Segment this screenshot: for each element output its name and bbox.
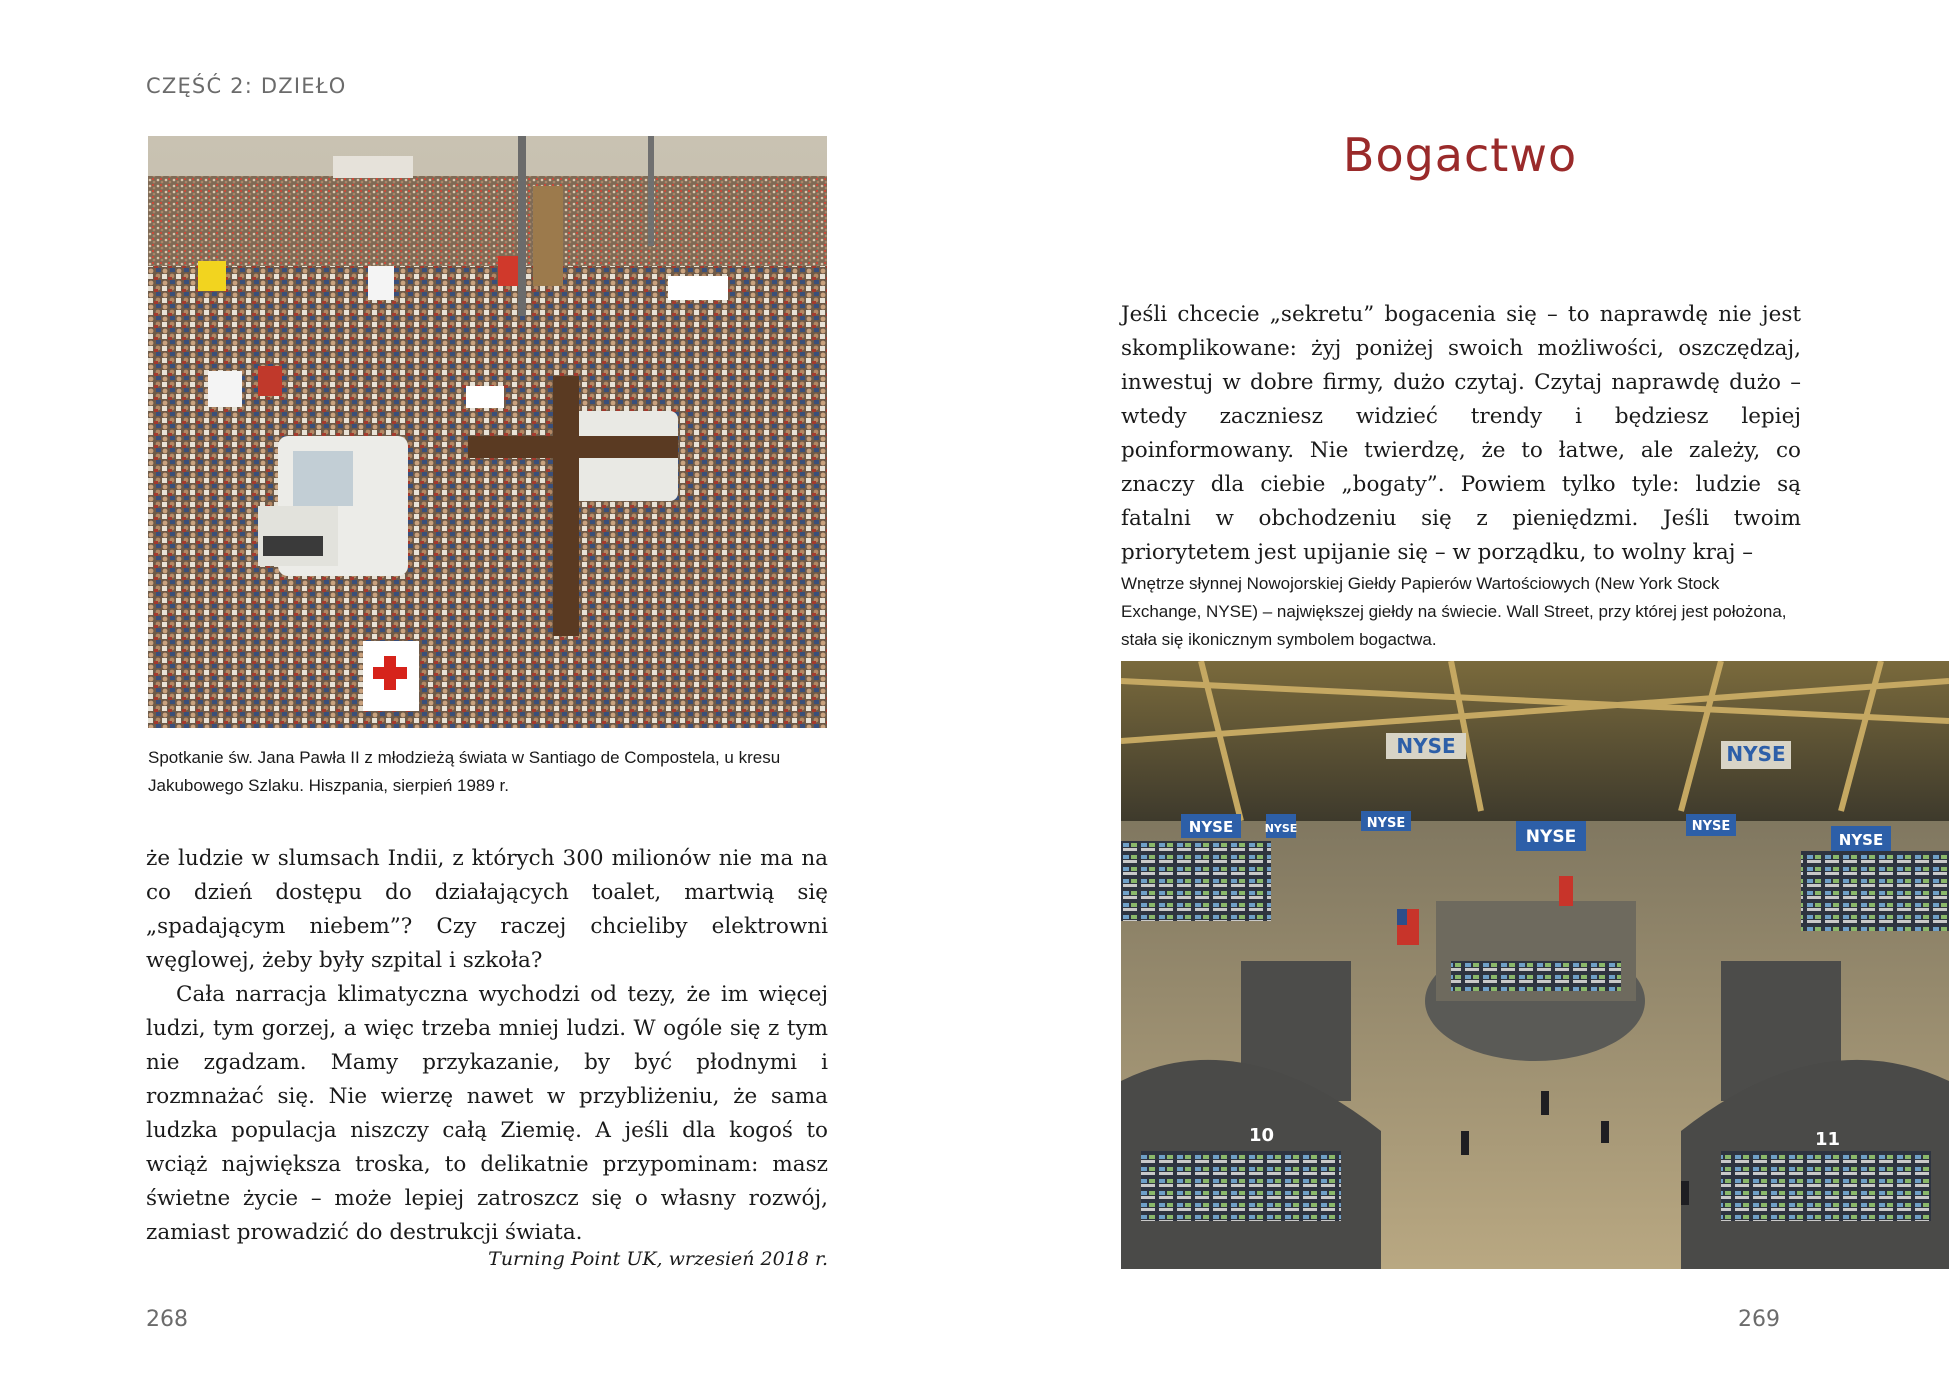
nyse-sign: NYSE bbox=[1366, 816, 1406, 831]
nyse-sign: NYSE bbox=[1525, 827, 1577, 847]
nyse-photo bbox=[1121, 661, 1949, 1269]
left-page bbox=[0, 0, 974, 1388]
post-number: 11 bbox=[1815, 1129, 1841, 1150]
nyse-sign: NYSE bbox=[1726, 742, 1786, 766]
nyse-sign: NYSE bbox=[1264, 822, 1298, 835]
nyse-sign: NYSE bbox=[1691, 819, 1731, 834]
left-paragraph-2: Cała narracja klimatyczna wychodzi od tezy, że im więcej ludzi, tym gorzej, a więc trzeba mniej ludzi. W ogóle się z tym nie zgadzam. Mamy przykazanie, by być płodnymi i rozmnażać się. Nie wierzę nawet w przybliżeniu, że sama ludzka populacja niszczy całą Ziemię. A jeśli dla kogoś to wciąż największa troska, to delikatnie przypominam: masz świetne życie – może lepiej zatroszcz się o własny rozwój, zamiast prowadzić do destrukcji świata. bbox=[146, 982, 828, 1245]
nyse-photo-caption: Wnętrze słynnej Nowojorskiej Giełdy Papierów Wartościowych (New York Stock Exchange, NYSE) – największej giełdy na świecie. Wall Street, przy której jest położona, stała się ikonicznym symbolem bogactwa. bbox=[1121, 574, 1787, 649]
nyse-sign: NYSE bbox=[1838, 831, 1884, 849]
page-number-left: 268 bbox=[146, 1307, 188, 1332]
crowd-photo bbox=[148, 136, 827, 728]
right-page bbox=[975, 0, 1949, 1388]
source-citation: Turning Point UK, wrzesień 2018 r. bbox=[488, 1248, 828, 1270]
nyse-sign: NYSE bbox=[1396, 734, 1456, 758]
right-body-text bbox=[1121, 298, 1801, 570]
nyse-sign: NYSE bbox=[1188, 818, 1234, 836]
left-body-text bbox=[146, 842, 828, 1250]
post-number: 10 bbox=[1249, 1125, 1275, 1146]
left-paragraph-1: że ludzie w slumsach Indii, z których 300 milionów nie ma na co dzień dostępu do działających toalet, martwią się „spadającym niebem”? Czy raczej chcieliby elektrowni węglowej, żeby były szpital i szkoła? bbox=[146, 846, 828, 973]
page-number-right: 269 bbox=[1738, 1307, 1780, 1332]
right-paragraph-1: Jeśli chcecie „sekretu” bogacenia się – to naprawdę nie jest skomplikowane: żyj poniżej swoich możliwości, oszczędzaj, inwestuj w dobre firmy, dużo czytaj. Czytaj naprawdę dużo – wtedy zaczniesz widzieć trendy i będziesz lepiej poinformowany. Nie twierdzę, że to łatwe, ale zależy, co znaczy dla ciebie „bogaty”. Powiem tylko tyle: ludzie są fatalni w obchodzeniu się z pieniędzmi. Jeśli twoim priorytetem jest upijanie się – w porządku, to wolny kraj – bbox=[1121, 302, 1801, 565]
running-head: CZĘŚĆ 2: DZIEŁO bbox=[146, 74, 347, 98]
chapter-title: Bogactwo bbox=[1342, 128, 1578, 182]
crowd-photo-caption: Spotkanie św. Jana Pawła II z młodzieżą świata w Santiago de Compostela, u kresu Jakubowego Szlaku. Hiszpania, sierpień 1989 r. bbox=[148, 748, 781, 795]
